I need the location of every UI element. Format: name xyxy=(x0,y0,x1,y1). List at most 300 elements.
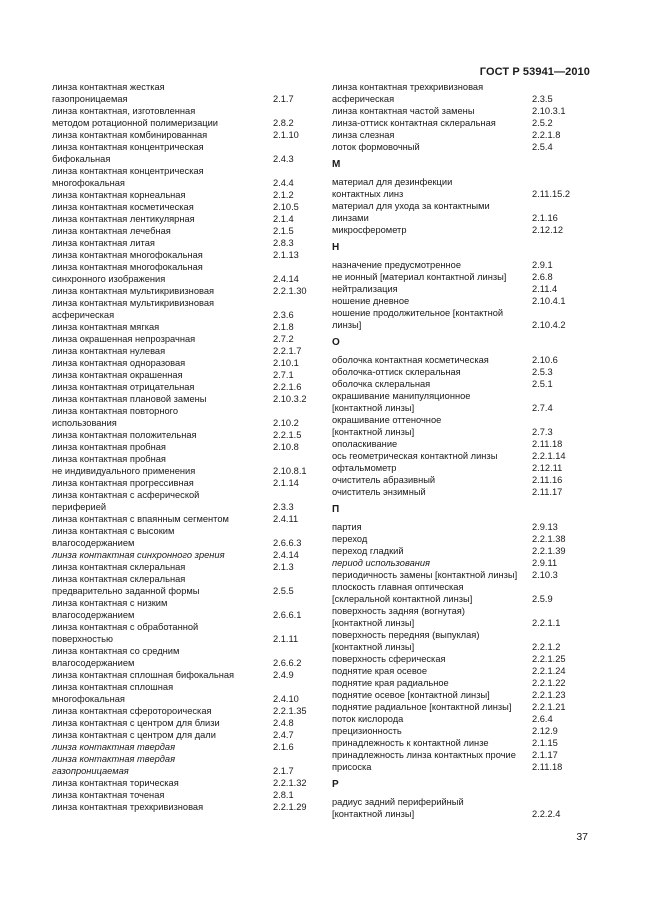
index-clause-number: 2.2.1.14 xyxy=(532,451,566,461)
index-term xyxy=(332,176,532,200)
index-term-line: линза контактная с низким xyxy=(52,598,168,608)
index-term-line: партия xyxy=(332,522,362,532)
index-entry xyxy=(332,605,594,629)
index-entry xyxy=(52,621,324,645)
index-term xyxy=(332,414,532,438)
index-term-line: линза контактная прогрессивная xyxy=(52,478,194,488)
index-term-line: поверхность передняя (выпуклая) xyxy=(332,630,480,640)
index-entry xyxy=(52,789,324,801)
index-term-line: линза контактная лечебная xyxy=(52,226,171,236)
index-term xyxy=(332,486,532,498)
index-term xyxy=(332,713,532,725)
index-term-line: многофокальная xyxy=(52,694,125,704)
index-entry xyxy=(332,271,594,283)
index-term xyxy=(52,513,273,525)
index-term xyxy=(332,545,532,557)
index-clause-number: 2.2.1.29 xyxy=(273,802,307,812)
index-term xyxy=(52,597,273,621)
index-entry xyxy=(332,141,594,153)
index-term-line: лоток формовочный xyxy=(332,142,420,152)
index-clause-number: 2.2.2.4 xyxy=(532,809,561,819)
index-entry xyxy=(332,366,594,378)
index-entry xyxy=(52,249,324,261)
index-entry xyxy=(52,369,324,381)
index-term xyxy=(332,307,532,331)
index-entry xyxy=(332,701,594,713)
index-entry xyxy=(52,105,324,129)
index-clause-number: 2.8.3 xyxy=(273,238,294,248)
index-term xyxy=(332,378,532,390)
section-letter: М xyxy=(332,159,341,170)
index-term xyxy=(52,681,273,705)
index-term-line: микросферометр xyxy=(332,225,407,235)
index-clause-number: 2.10.6 xyxy=(532,355,558,365)
index-clause-number: 2.11.18 xyxy=(532,762,563,772)
index-term-line: назначение предусмотренное xyxy=(332,260,462,270)
index-entry xyxy=(52,729,324,741)
index-term-line: поверхностью xyxy=(52,634,113,644)
index-clause-number: 2.5.4 xyxy=(532,142,553,152)
index-term-line: линза контактная лентикулярная xyxy=(52,214,195,224)
index-clause-number: 2.6.6.3 xyxy=(273,538,302,548)
index-term-line: линза слезная xyxy=(332,130,395,140)
index-clause-number: 2.1.10 xyxy=(273,130,299,140)
index-term-line: материал для дезинфекции xyxy=(332,177,453,187)
index-term-line: линза контактная, изготовленная xyxy=(52,106,196,116)
index-term xyxy=(52,237,273,249)
index-entry xyxy=(332,653,594,665)
index-clause-number: 2.4.14 xyxy=(273,274,299,284)
index-clause-number: 2.6.8 xyxy=(532,272,553,282)
index-term-line: линзами xyxy=(332,213,369,223)
index-clause-number: 2.2.1.25 xyxy=(532,654,566,664)
index-entry xyxy=(332,259,594,271)
index-term-line: период использования xyxy=(332,558,431,568)
index-term xyxy=(52,477,273,489)
index-entry xyxy=(332,390,594,414)
index-term xyxy=(332,605,532,629)
index-clause-number: 2.10.1 xyxy=(273,358,299,368)
index-entry xyxy=(52,357,324,369)
index-entry xyxy=(52,441,324,453)
index-term xyxy=(52,441,273,453)
index-clause-number: 2.2.1.21 xyxy=(532,702,566,712)
index-term-line: асферическая xyxy=(332,94,395,104)
index-term xyxy=(52,453,273,477)
index-term-line: линза контактная твердая xyxy=(52,754,176,764)
index-term xyxy=(52,549,273,561)
index-entry xyxy=(332,176,594,200)
index-clause-number: 2.10.3.1 xyxy=(532,106,566,116)
index-entry xyxy=(332,569,594,581)
index-clause-number: 2.1.6 xyxy=(273,742,294,752)
index-term xyxy=(332,725,532,737)
index-term-line: оболочка контактная косметическая xyxy=(332,355,489,365)
index-term-line: линза контактная сферотороическая xyxy=(52,706,212,716)
index-term xyxy=(52,81,273,105)
index-term-line: использования xyxy=(52,418,117,428)
index-term xyxy=(52,561,273,573)
index-clause-number: 2.1.2 xyxy=(273,190,294,200)
section-letter: О xyxy=(332,337,340,348)
index-clause-number: 2.2.1.8 xyxy=(532,130,561,140)
index-term-line: принадлежность к контактной линзе xyxy=(332,738,489,748)
index-term-line: линза контактная с центром для близи xyxy=(52,718,220,728)
index-clause-number: 2.4.7 xyxy=(273,730,294,740)
index-term xyxy=(52,789,273,801)
index-term-line: радиус задний периферийный xyxy=(332,797,464,807)
index-entry xyxy=(52,525,324,549)
index-clause-number: 2.12.12 xyxy=(532,225,564,235)
index-clause-number: 2.11.15.2 xyxy=(532,189,571,199)
index-term-line: линза контактная сплошная бифокальная xyxy=(52,670,235,680)
index-term xyxy=(332,81,532,105)
index-term xyxy=(332,665,532,677)
index-term-line: бифокальная xyxy=(52,154,111,164)
index-term-line: линза контактная точеная xyxy=(52,790,165,800)
index-clause-number: 2.1.14 xyxy=(273,478,299,488)
index-entry xyxy=(52,561,324,573)
index-term-line: линза контактная с высоким xyxy=(52,526,175,536)
index-term xyxy=(52,261,273,285)
document-header: ГОСТ Р 53941—2010 xyxy=(479,66,590,78)
index-term xyxy=(332,200,532,224)
index-entry xyxy=(332,462,594,474)
index-term xyxy=(332,521,532,533)
index-entry xyxy=(332,117,594,129)
index-clause-number: 2.10.5 xyxy=(273,202,299,212)
index-entry xyxy=(52,201,324,213)
index-term-line: линза контактная с впаянным сегментом xyxy=(52,514,229,524)
index-entry xyxy=(52,453,324,477)
index-clause-number: 2.1.5 xyxy=(273,226,294,236)
index-term-line: линза контактная сплошная xyxy=(52,682,174,692)
index-term-line: переход xyxy=(332,534,368,544)
index-clause-number: 2.7.3 xyxy=(532,427,553,437)
index-term xyxy=(52,225,273,237)
index-term xyxy=(52,189,273,201)
index-term xyxy=(52,405,273,429)
index-term xyxy=(52,105,273,129)
index-term xyxy=(52,141,273,165)
index-term xyxy=(332,295,532,307)
index-term xyxy=(52,753,273,777)
index-entry xyxy=(332,450,594,462)
index-entry xyxy=(332,81,594,105)
index-term-line: [контактной линзы] xyxy=(332,642,415,652)
index-clause-number: 2.6.6.2 xyxy=(273,658,302,668)
index-term-line: линза контактная частой замены xyxy=(332,106,475,116)
index-clause-number: 2.2.1.7 xyxy=(273,346,302,356)
index-term xyxy=(52,777,273,789)
index-term xyxy=(332,271,532,283)
index-term-line: линза контактная повторного xyxy=(52,406,179,416)
index-term xyxy=(52,357,273,369)
index-term-line: линза окрашенная непрозрачная xyxy=(52,334,196,344)
index-term-line: не индивидуального применения xyxy=(52,466,196,476)
index-clause-number: 2.3.3 xyxy=(273,502,294,512)
index-term-line: линза контактная концентрическая xyxy=(52,142,204,152)
index-column-left xyxy=(52,81,324,813)
index-entry xyxy=(52,549,324,561)
index-term-line: периферией xyxy=(52,502,107,512)
index-term xyxy=(52,741,273,753)
index-clause-number: 2.11.4 xyxy=(532,284,558,294)
index-entry xyxy=(52,213,324,225)
index-term xyxy=(52,165,273,189)
index-entry xyxy=(332,629,594,653)
index-clause-number: 2.1.11 xyxy=(273,634,299,644)
index-entry xyxy=(52,645,324,669)
index-clause-number: 2.11.18 xyxy=(532,439,563,449)
index-term-line: линза контактная нулевая xyxy=(52,346,166,356)
index-term-line: линза контактная концентрическая xyxy=(52,166,204,176)
index-term-line: линза контактная торическая xyxy=(52,778,179,788)
index-term-line: линза контактная синхронного зрения xyxy=(52,550,225,560)
index-clause-number: 2.4.4 xyxy=(273,178,294,188)
index-term-line: очиститель энзимный xyxy=(332,487,426,497)
index-clause-number: 2.7.1 xyxy=(273,370,294,380)
index-clause-number: 2.11.17 xyxy=(532,487,563,497)
index-term xyxy=(52,573,273,597)
index-clause-number: 2.12.11 xyxy=(532,463,563,473)
index-term-line: оболочка склеральная xyxy=(332,379,431,389)
index-entry xyxy=(332,689,594,701)
index-entry xyxy=(52,801,324,813)
index-entry xyxy=(332,378,594,390)
index-clause-number: 2.1.13 xyxy=(273,250,299,260)
index-clause-number: 2.5.5 xyxy=(273,586,294,596)
page-number: 37 xyxy=(576,831,588,843)
index-term-line: линза контактная отрицательная xyxy=(52,382,195,392)
index-entry xyxy=(52,237,324,249)
index-term-line: ношение продолжительное [контактной xyxy=(332,308,504,318)
index-term xyxy=(332,141,532,153)
index-entry xyxy=(332,354,594,366)
index-entry xyxy=(332,749,594,761)
index-clause-number: 2.1.7 xyxy=(273,766,294,776)
index-clause-number: 2.4.8 xyxy=(273,718,294,728)
index-entry xyxy=(52,513,324,525)
index-term-line: переход гладкий xyxy=(332,546,404,556)
index-term-line: поверхность задняя (вогнутая) xyxy=(332,606,465,616)
index-term-line: линза контактная многофокальная xyxy=(52,250,203,260)
index-term-line: присоска xyxy=(332,762,372,772)
index-term-line: окрашивание оттеночное xyxy=(332,415,442,425)
index-entry xyxy=(332,200,594,224)
index-term xyxy=(332,653,532,665)
index-term-line: поднятие радиальное [контактной линзы] xyxy=(332,702,512,712)
index-term-line: линза контактная склеральная xyxy=(52,562,186,572)
index-term xyxy=(332,283,532,295)
index-clause-number: 2.5.2 xyxy=(532,118,553,128)
index-entry xyxy=(52,261,324,285)
index-entry xyxy=(52,381,324,393)
index-clause-number: 2.12.9 xyxy=(532,726,558,736)
index-clause-number: 2.4.9 xyxy=(273,670,294,680)
index-term xyxy=(332,557,532,569)
index-clause-number: 2.10.3 xyxy=(532,570,558,580)
index-term xyxy=(52,393,273,405)
index-entry xyxy=(52,225,324,237)
index-entry xyxy=(332,521,594,533)
index-term-line: нейтрализация xyxy=(332,284,398,294)
index-entry xyxy=(52,429,324,441)
index-clause-number: 2.10.4.2 xyxy=(532,320,566,330)
index-clause-number: 2.9.13 xyxy=(532,522,558,532)
index-clause-number: 2.1.7 xyxy=(273,94,294,104)
index-clause-number: 2.4.14 xyxy=(273,550,299,560)
index-clause-number: 2.2.1.38 xyxy=(532,534,566,544)
index-clause-number: 2.1.8 xyxy=(273,322,294,332)
index-term xyxy=(332,390,532,414)
index-clause-number: 2.1.15 xyxy=(532,738,558,748)
section-letter: П xyxy=(332,504,340,515)
index-term-line: линза контактная трехкривизновая xyxy=(52,802,204,812)
index-term xyxy=(332,438,532,450)
index-clause-number: 2.5.3 xyxy=(532,367,553,377)
index-term-line: линза контактная трехкривизновая xyxy=(332,82,484,92)
index-clause-number: 2.7.2 xyxy=(273,334,294,344)
index-term-line: линза контактная пробная xyxy=(52,442,166,452)
index-clause-number: 2.3.6 xyxy=(273,310,294,320)
index-term-line: ношение дневное xyxy=(332,296,410,306)
index-entry xyxy=(332,677,594,689)
index-entry xyxy=(52,321,324,333)
section-letter: Р xyxy=(332,779,339,790)
index-term xyxy=(332,761,532,773)
index-entry xyxy=(332,438,594,450)
index-term-line: прецизионность xyxy=(332,726,402,736)
index-clause-number: 2.4.3 xyxy=(273,154,294,164)
index-entry xyxy=(52,165,324,189)
index-term-line: линза контактная с центром для дали xyxy=(52,730,216,740)
index-term-line: офтальмометр xyxy=(332,463,397,473)
index-clause-number: 2.7.4 xyxy=(532,403,553,413)
index-term xyxy=(332,701,532,713)
index-term-line: материал для ухода за контактными xyxy=(332,201,490,211)
index-entry xyxy=(52,393,324,405)
index-term xyxy=(52,717,273,729)
index-term xyxy=(52,285,273,297)
index-entry xyxy=(52,777,324,789)
index-entry xyxy=(52,297,324,321)
index-entry xyxy=(332,295,594,307)
index-term xyxy=(332,581,532,605)
index-term xyxy=(332,366,532,378)
index-term-line: многофокальная xyxy=(52,178,125,188)
index-term-line: линза-оттиск контактная склеральная xyxy=(332,118,496,128)
index-term xyxy=(52,801,273,813)
index-term xyxy=(52,525,273,549)
index-term-line: [контактной линзы] xyxy=(332,618,415,628)
index-term-line: газопроницаемая xyxy=(52,94,128,104)
index-term xyxy=(52,621,273,645)
index-entry xyxy=(332,713,594,725)
index-term-line: газопроницаемая xyxy=(52,766,129,776)
index-clause-number: 2.9.1 xyxy=(532,260,553,270)
index-entry xyxy=(332,129,594,141)
index-clause-number: 2.9.11 xyxy=(532,558,558,568)
index-term-line: влагосодержанием xyxy=(52,658,135,668)
index-term-line: поднятие края осевое xyxy=(332,666,427,676)
index-entry xyxy=(52,753,324,777)
index-entry xyxy=(52,681,324,705)
index-term-line: ось геометрическая контактной линзы xyxy=(332,451,498,461)
index-term-line: линза контактная мягкая xyxy=(52,322,160,332)
index-term xyxy=(52,345,273,357)
index-entry xyxy=(332,725,594,737)
index-term-line: линза контактная литая xyxy=(52,238,155,248)
index-entry xyxy=(332,665,594,677)
index-term-line: линза контактная с асферической xyxy=(52,490,200,500)
index-term xyxy=(332,259,532,271)
index-entry xyxy=(332,796,594,820)
index-term xyxy=(332,689,532,701)
index-term xyxy=(332,105,532,117)
index-clause-number: 2.1.17 xyxy=(532,750,558,760)
index-clause-number: 2.2.1.30 xyxy=(273,286,307,296)
index-term xyxy=(332,677,532,689)
index-term xyxy=(52,249,273,261)
index-term-line: методом ротационной полимеризации xyxy=(52,118,218,128)
index-term-line: поток кислорода xyxy=(332,714,404,724)
index-term-line: принадлежность линза контактных прочие xyxy=(332,750,516,760)
index-term-line: очиститель абразивный xyxy=(332,475,436,485)
index-clause-number: 2.1.3 xyxy=(273,562,294,572)
index-term-line: линза контактная жесткая xyxy=(52,82,165,92)
index-term xyxy=(332,737,532,749)
index-clause-number: 2.8.2 xyxy=(273,118,294,128)
index-clause-number: 2.2.1.5 xyxy=(273,430,302,440)
index-entry xyxy=(332,224,594,236)
index-entry xyxy=(332,533,594,545)
index-entry xyxy=(52,129,324,141)
index-clause-number: 2.11.16 xyxy=(532,475,563,485)
index-term-line: синхронного изображения xyxy=(52,274,166,284)
index-entry xyxy=(52,489,324,513)
index-term-line: предварительно заданной формы xyxy=(52,586,200,596)
index-term-line: линза контактная косметическая xyxy=(52,202,194,212)
index-term-line: окрашивание манипуляционное xyxy=(332,391,471,401)
index-term-line: периодичность замены [контактной линзы] xyxy=(332,570,518,580)
index-term xyxy=(332,569,532,581)
index-term-line: [склеральной контактной линзы] xyxy=(332,594,473,604)
index-term-line: плоскость главная оптическая xyxy=(332,582,464,592)
index-entry xyxy=(52,597,324,621)
index-term xyxy=(332,450,532,462)
index-term-line: линза контактная одноразовая xyxy=(52,358,186,368)
index-term xyxy=(52,705,273,717)
index-clause-number: 2.10.8 xyxy=(273,442,299,452)
index-clause-number: 2.2.1.2 xyxy=(532,642,561,652)
index-entry xyxy=(332,283,594,295)
index-clause-number: 2.2.1.24 xyxy=(532,666,566,676)
index-entry xyxy=(52,669,324,681)
index-term-line: поднятие края радиальное xyxy=(332,678,449,688)
index-term-line: контактных линз xyxy=(332,189,404,199)
index-clause-number: 2.5.1 xyxy=(532,379,553,389)
index-term-line: влагосодержанием xyxy=(52,610,135,620)
index-term-line: оболочка-оттиск склеральная xyxy=(332,367,461,377)
index-clause-number: 2.4.11 xyxy=(273,514,299,524)
index-term xyxy=(52,729,273,741)
index-term xyxy=(52,381,273,393)
index-term xyxy=(52,429,273,441)
index-term xyxy=(332,117,532,129)
index-entry xyxy=(332,545,594,557)
index-entry xyxy=(332,474,594,486)
